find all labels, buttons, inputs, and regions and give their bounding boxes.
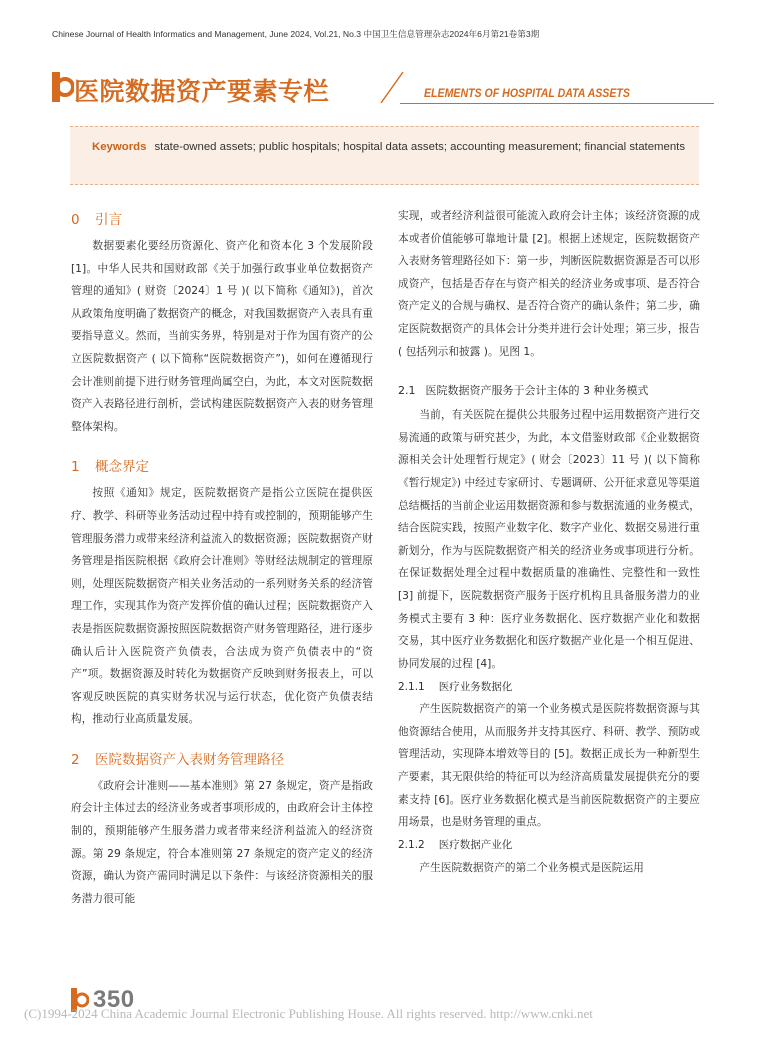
subsection-number: 2.1 (398, 383, 416, 397)
left-column (71, 205, 373, 910)
paragraph: 数据要素化要经历资源化、资产化和资本化 3 个发展阶段 [1]。中华人民共和国财政部《关于加强行政事业单位数据资产管理的通知》( 财资〔2024〕1 号 )( 以下简称《通知》)，首次从政策角度明确了数据资产的概念，对我国数据资产入表具有重要指导意义。然而，当前实务界，特别是对于作为国有资产的公立医院数据资产 ( 以下简称“医院数据资产”)，如何在遵循现行会计准则前提下进行财务管理尚属空白，为此，本文对医院数据资产入表路径进行剖析，尝试构建医院数据资产入表的财务管理整体架构。 (71, 239, 373, 433)
banner-subtitle-en: ELEMENTS OF HOSPITAL DATA ASSETS (424, 88, 630, 100)
keywords-label: Keywords (92, 141, 147, 153)
paragraph: 实现，或者经济利益很可能流入政府会计主体；该经济资源的成本或者价值能够可靠地计量 [2]。根据上述规定，医院数据资产入表财务管理路径如下：第一步，判断医院数据资源是否可以形成资产，包括是否存在与资产相关的经济业务或事项、是否符合资产定义的合规与确权、是否符合资产的确认条件；第二步，确定医院数据资产的具体会计分类并进行会计处理；第三步，报告 ( 包括列示和披露 )。见图 1。 (398, 209, 700, 358)
subsection-title: 医疗业务数据化 (438, 680, 513, 693)
paragraph: 产生医院数据资产的第二个业务模式是医院运用 (419, 860, 644, 874)
keywords-text: state-owned assets; public hospitals; hospital data assets; accounting measurement; financial statements (154, 141, 686, 153)
paragraph: 产生医院数据资产的第一个业务模式是医院将数据资源与其他资源结合使用，从而服务并支持其医疗、科研、教学、预防或管理活动，实现降本增效等目的 [5]。数据正成长为一种新型生产要素，其无限供给的特征可以为经济高质量发展提供充分的要素支持 [6]。医疗业务数据化模式是当前医院数据资产的主要应用场景，也是财务管理的重点。 (398, 702, 700, 829)
journal-logo-icon (52, 72, 74, 102)
banner-underline (400, 103, 714, 104)
running-head: Chinese Journal of Health Informatics and Management, June 2024, Vol.21, No.3 中国卫生信息管理杂志2024年6月第21卷第3期 (52, 29, 540, 39)
column-banner (52, 70, 714, 104)
section-heading-1 (71, 452, 373, 482)
section-number: 1 (71, 459, 80, 476)
section-title: 引言 (95, 212, 122, 228)
section-heading-2 (71, 745, 373, 775)
keywords-box (70, 126, 699, 185)
page-number-text: 350 (93, 986, 135, 1013)
subsection-number: 2.1.2 (398, 839, 425, 852)
section-heading-0 (71, 205, 373, 235)
paragraph: 《政府会计准则——基本准则》第 27 条规定，资产是指政府会计主体过去的经济业务或者事项形成的，由政府会计主体控制的，预期能够产生服务潜力或者带来经济利益流入的经济资源。第 29 条规定，符合本准则第 27 条规定的资产定义的经济资源，确认为资产需同时满足以下条件：与该经济资源相关的服务潜力很可能 (71, 778, 373, 905)
banner-title: 医院数据资产要素专栏 (74, 77, 330, 106)
section-title: 医院数据资产入表财务管理路径 (95, 751, 284, 768)
right-column (398, 205, 700, 879)
subsection-heading-2-1-2 (398, 834, 700, 857)
section-title: 概念界定 (95, 459, 149, 476)
subsection-title: 医疗数据产业化 (438, 839, 513, 852)
subsection-number: 2.1.1 (398, 680, 425, 693)
paragraph: 当前，有关医院在提供公共服务过程中运用数据资产进行交易流通的政策与研究甚少，为此，本文借鉴财政部《企业数据资源相关会计处理暂行规定》( 财会〔2023〕11 号 )( 以下简称《暂行规定》) 中经过专家研讨、专题调研、公开征求意见等渠道总结概括的当前企业运用数据资源和参与数据流通的业务模式，结合医院实践，按照产业数字化、数字产业化、数据交易进行重新划分，作为与医院数据资产相关的经济业务或事项进行分析。在保证数据处理全过程中数据质量的准确性、完整性和一致性 [3] 前提下，医院数据资产服务于医疗机构且具备服务潜力的业务模式主要有 3 种：医疗业务数据化、医疗数据产业化和数据交易，其中医疗业务数据化和医疗数据产业化是一个相互促进、协同发展的过程 [4]。 (398, 408, 700, 670)
subsection-heading-2-1 (398, 376, 700, 404)
subsection-title: 医院数据资产服务于会计主体的 3 种业务模式 (425, 383, 649, 397)
subsection-heading-2-1-1 (398, 675, 700, 698)
paragraph: 按照《通知》规定，医院数据资产是指公立医院在提供医疗、教学、科研等业务活动过程中持有或控制的，预期能够产生管理服务潜力或带来经济利益流入的数据资源；医院数据资产财务管理是指医院根据《政府会计准则》等财经法规制定的管理原则，处理医院数据资产相关业务活动的一系列财务关系的经济管理工作，实现其作为资产发挥价值的确认过程；医院数据资产入表是指医院数据资源按照医院数据资产财务管理路径，进行逐步确认后计入医院资产负债表，合法成为资产负债表中的“资产”项。数据资源及时转化为数据资产反映到财务报表上，可以客观反映医院的真实财务状况与运行状态，优化资产负债表结构，推动行业高质量发展。 (71, 486, 373, 726)
banner-divider-icon (377, 70, 417, 104)
section-number: 0 (71, 212, 80, 228)
copyright-watermark: (C)1994-2024 China Academic Journal Electronic Publishing House. All rights reserved. http://www.cnki.net (24, 1006, 593, 1021)
section-number: 2 (71, 751, 80, 768)
